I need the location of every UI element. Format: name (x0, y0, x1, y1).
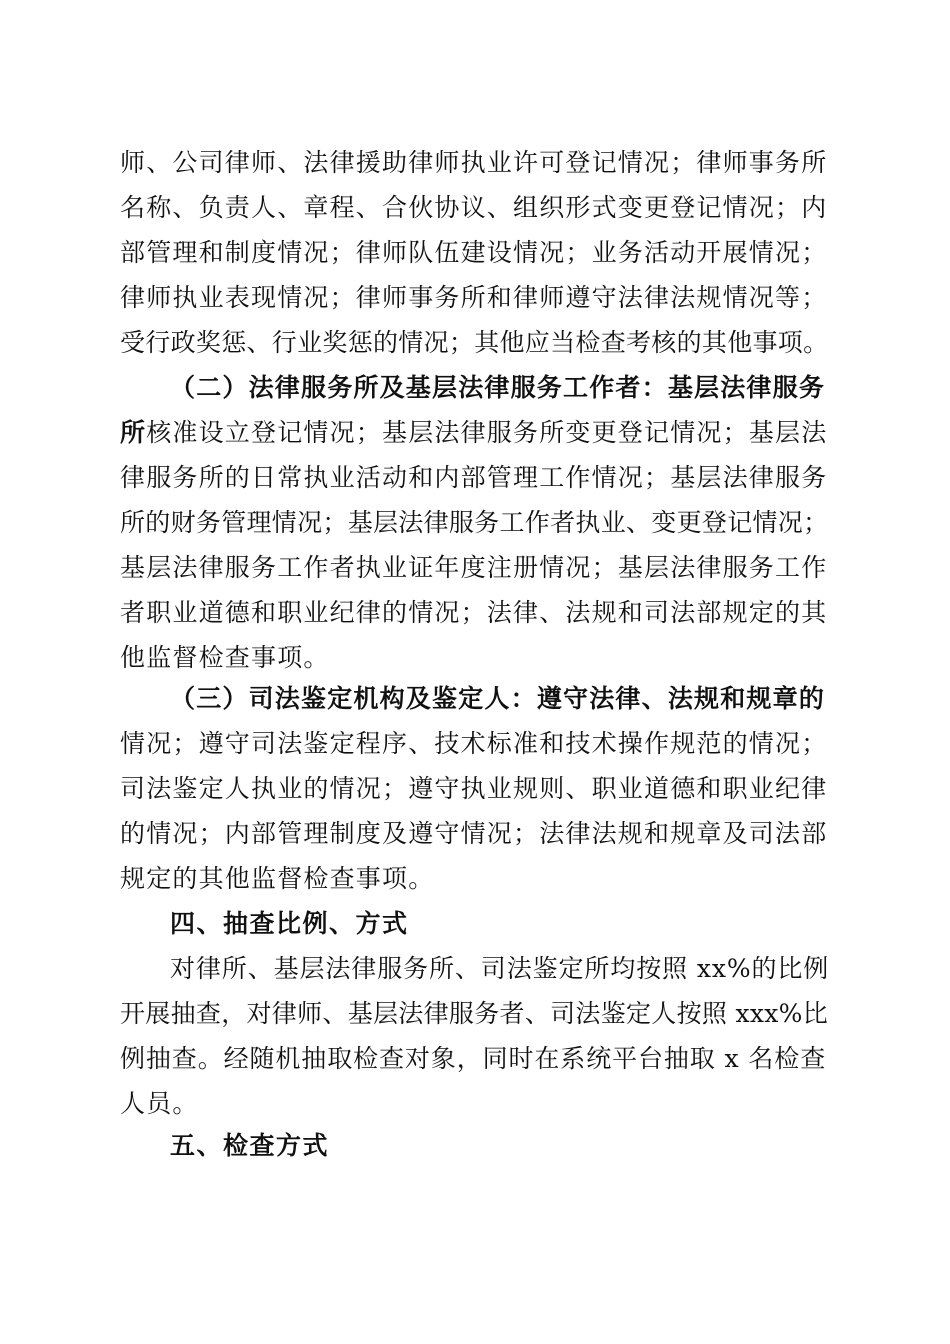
section-2-line2-rest: 核准设立登记情况；基层法律服务所变更登记情况；基层法 (146, 418, 828, 447)
paragraph-line: 基层法律服务工作者执业证年度注册情况；基层法律服务工作 (120, 553, 828, 582)
paragraph-line: 司法鉴定人执业的情况；遵守执业规则、职业道德和职业纪律 (120, 774, 828, 803)
section-4-heading: 四、抽查比例、方式 (170, 909, 409, 938)
paragraph-line: 师、公司律师、法律援助律师执业许可登记情况；律师事务所 (120, 148, 828, 177)
section-2-heading: （二）法律服务所及基层法律服务工作者： (170, 373, 668, 402)
paragraph-line: 开展抽查，对律师、基层法律服务者、司法鉴定人按照 xxx%比 (120, 999, 829, 1028)
section-2-line-2 (120, 418, 827, 448)
paragraph-line: 者职业道德和职业纪律的情况；法律、法规和司法部规定的其 (120, 598, 828, 627)
paragraph-line: 例抽查。经随机抽取检查对象，同时在系统平台抽取 x 名检查 (120, 1044, 827, 1073)
paragraph-line: 律师执业表现情况；律师事务所和律师遵守法律法规情况等； (120, 283, 828, 312)
paragraph-line: 情况；遵守司法鉴定程序、技术标准和技术操作规范的情况； (120, 729, 828, 758)
paragraph-line: 人员。 (120, 1089, 199, 1118)
paragraph-line: 的情况；内部管理制度及遵守情况；法律法规和规章及司法部 (120, 819, 828, 848)
paragraph-line: 所的财务管理情况；基层法律服务工作者执业、变更登记情况； (120, 508, 829, 537)
paragraph-line: 律服务所的日常执业活动和内部管理工作情况；基层法律服务 (120, 463, 828, 492)
section-5-heading: 五、检查方式 (170, 1131, 330, 1160)
section-3-heading: （三）司法鉴定机构及鉴定人： (170, 684, 537, 713)
paragraph-line: 名称、负责人、章程、合伙协议、组织形式变更登记情况；内 (120, 193, 828, 222)
paragraph-line: 规定的其他监督检查事项。 (120, 864, 435, 893)
section-3-line1-rest: 遵守法律、法规和规章的 (536, 684, 826, 713)
paragraph-line: 对律所、基层法律服务所、司法鉴定所均按照 xx%的比例 (170, 954, 830, 983)
paragraph-line: 受行政奖惩、行业奖惩的情况；其他应当检查考核的其他事项。 (120, 328, 829, 357)
section-3-line-1 (170, 684, 825, 714)
paragraph-line: 部管理和制度情况；律师队伍建设情况；业务活动开展情况； (120, 238, 828, 267)
paragraph-line: 他监督检查事项。 (120, 643, 330, 672)
section-2-line-1 (170, 373, 825, 403)
section-2-line1-rest: 基层法律服务 (667, 373, 826, 402)
section-2-line2-bold: 所 (120, 418, 147, 447)
